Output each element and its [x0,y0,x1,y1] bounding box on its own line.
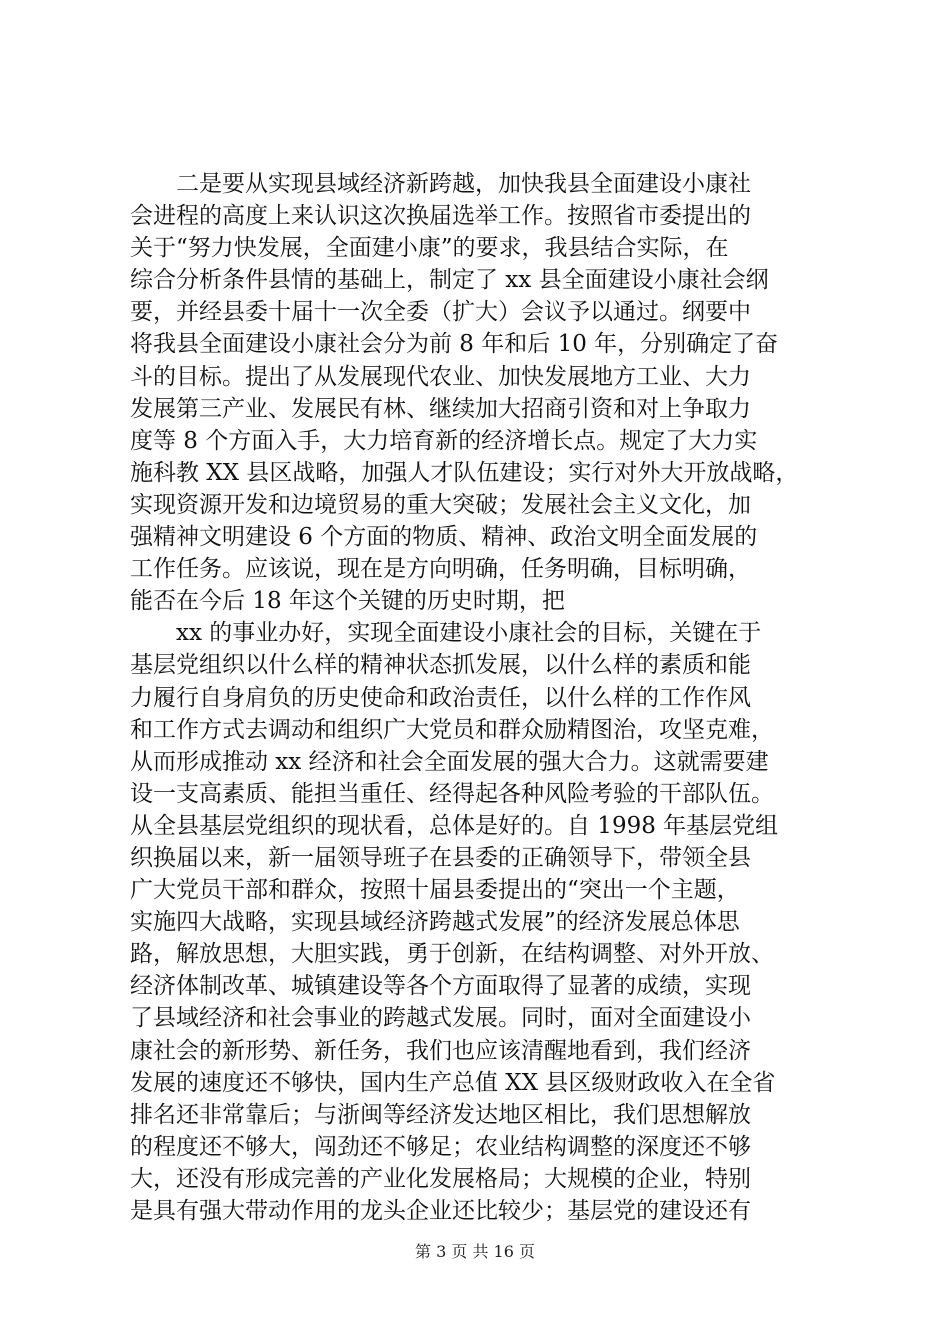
text-line: 从而形成推动 xx 经济和社会全面发展的强大合力。这就需要建 [130,748,769,775]
page-footer: 第 3 页 共 16 页 [415,1242,535,1261]
text-line: 会进程的高度上来认识这次换届选举工作。按照省市委提出的 [130,203,751,230]
text-line: xx 的事业办好，实现全面建设小康社会的目标，关键在于 [176,620,762,647]
body-text [130,168,830,1227]
text-line: 度等 8 个方面入手，大力培育新的经济增长点。规定了大力实 [130,427,758,454]
text-line: 将我县全面建设小康社会分为前 8 年和后 10 年，分别确定了奋 [130,331,779,358]
text-line: 路，解放思想，大胆实践，勇于创新，在结构调整、对外开放、 [130,941,774,968]
text-line: 综合分析条件县情的基础上，制定了 xx 县全面建设小康社会纲 [130,267,769,294]
text-line: 基层党组织以什么样的精神状态抓发展，以什么样的素质和能 [130,652,751,679]
text-line: 织换届以来，新一届领导班子在县委的正确领导下，带领全县 [130,844,751,871]
text-line: 发展的速度还不够快，国内生产总值 XX 县区级财政收入在全省 [130,1069,776,1096]
text-line: 经济体制改革、城镇建设等各个方面取得了显著的成绩，实现 [130,973,751,1000]
text-line: 从全县基层党组织的现状看，总体是好的。自 1998 年基层党组 [130,812,779,839]
text-line: 了县域经济和社会事业的跨越式发展。同时，面对全面建设小 [130,1005,751,1032]
text-line: 排名还非常靠后；与浙闽等经济发达地区相比，我们思想解放 [130,1101,751,1128]
text-line: 和工作方式去调动和组织广大党员和群众励精图治，攻坚克难， [130,716,774,743]
text-line: 要，并经县委十届十一次全委（扩大）会议予以通过。纲要中 [130,299,751,326]
text-line: 力履行自身肩负的历史使命和政治责任，以什么样的工作作风 [130,684,751,711]
text-line: 实施四大战略，实现县域经济跨越式发展”的经济发展总体思 [130,909,740,936]
text-line: 斗的目标。提出了从发展现代农业、加快发展地方工业、大力 [130,363,751,390]
text-line: 施科教 XX 县区战略，加强人才队伍建设；实行对外大开放战略， [130,459,799,486]
text-line: 实现资源开发和边境贸易的重大突破；发展社会主义文化，加 [130,491,751,518]
text-line: 的程度还不够大，闯劲还不够足；农业结构调整的深度还不够 [130,1133,751,1160]
text-line: 发展第三产业、发展民有林、继续加大招商引资和对上争取力 [130,395,751,422]
text-line: 关于“努力快发展，全面建小康”的要求，我县结合实际，在 [130,235,729,262]
text-line: 强精神文明建设 6 个方面的物质、精神、政治文明全面发展的 [130,524,758,551]
text-line: 设一支高素质、能担当重任、经得起各种风险考验的干部队伍。 [130,780,774,807]
text-line: 工作任务。应该说，现在是方向明确，任务明确，目标明确， [130,556,751,583]
text-line: 康社会的新形势、新任务，我们也应该清醒地看到，我们经济 [130,1037,751,1064]
text-line: 大，还没有形成完善的产业化发展格局；大规模的企业，特别 [130,1165,751,1192]
text-line: 广大党员干部和群众，按照十届县委提出的“突出一个主题， [130,877,740,904]
text-line: 能否在今后 18 年这个关键的历史时期，把 [130,588,565,615]
text-line: 二是要从实现县域经济新跨越，加快我县全面建设小康社 [176,171,751,197]
text-line: 是具有强大带动作用的龙头企业还比较少；基层党的建设还有 [130,1198,751,1224]
